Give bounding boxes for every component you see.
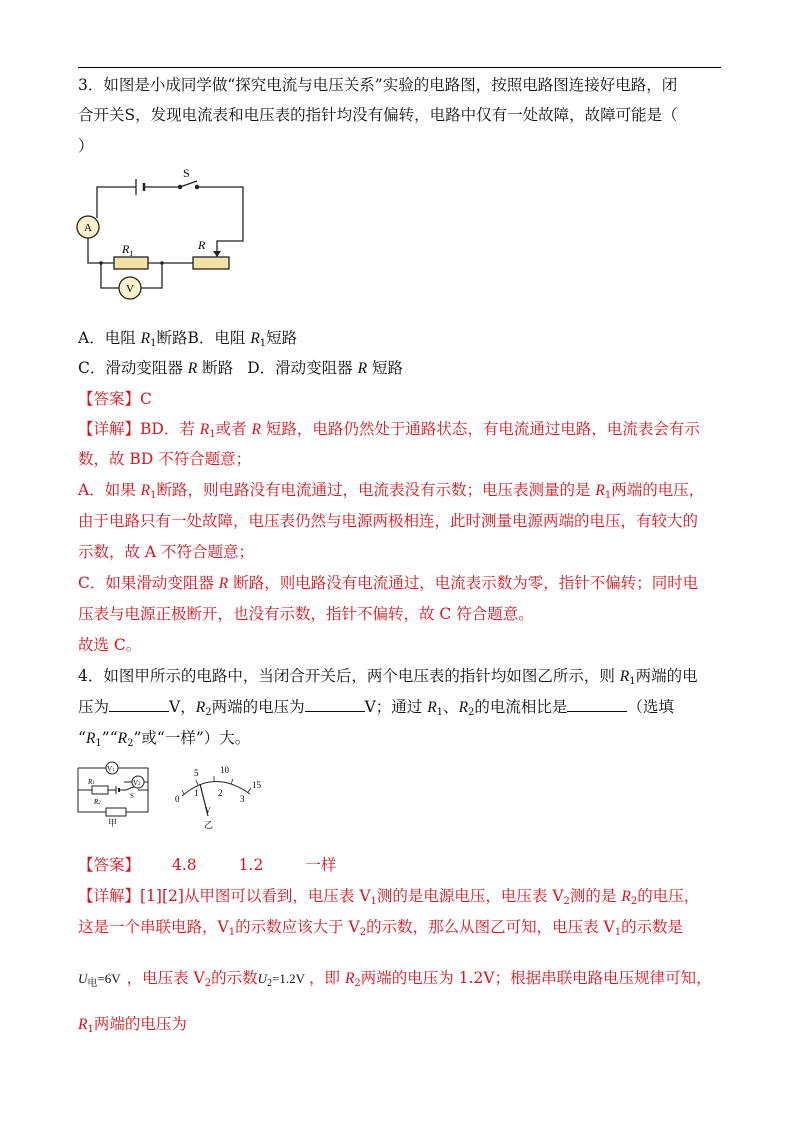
yi-bottom-tick-1: 1 (194, 788, 199, 798)
q4-detail-line4: $R_1$两端的电压为 (78, 1015, 187, 1035)
yi-unit: V (205, 806, 211, 815)
voltmeter-label: V (126, 283, 134, 295)
q4-stem-line1: 4．如图甲所示的电路中，当闭合开关后，两个电压表的指针均如图乙所示，则 $R_1$两端的电 (78, 667, 698, 687)
q3-circuit-diagram (76, 166, 256, 304)
svg-text:V1: V1 (107, 765, 115, 773)
jia-r2: R (94, 798, 99, 806)
q4-figure-jia (76, 760, 162, 828)
r1-label: R (122, 242, 130, 256)
q4-stem-line2: 压为 V，$R_2$两端的电压为 V；通过 $R_1$、$R_2$的电流相比是 （选填 (78, 698, 674, 718)
q3-stem-line1: 3．如图是小成同学做“探究电流与电压关系”实验的电路图，按照电路图连接好电路，闭 (78, 76, 678, 94)
jia-caption: 甲 (108, 818, 118, 828)
yi-top-tick-1: 10 (220, 765, 229, 775)
yi-top-tick-2: 15 (252, 780, 261, 790)
q3-detail-line5: 示数，故 A 不符合题意； (78, 543, 255, 561)
answer-blank-3[interactable] (567, 697, 627, 712)
svg-text:V2: V2 (133, 779, 141, 787)
yi-bottom-tick-3: 3 (240, 794, 245, 804)
resistor-r1 (114, 257, 148, 269)
yi-bottom-tick-0: 0 (175, 794, 180, 804)
svg-text:R1 (121, 242, 133, 258)
header-rule (78, 67, 721, 68)
q3-stem-line2: 合开关S，发现电流表和电压表的指针均没有偏转，电路中仅有一处故障，故障可能是（ (78, 106, 678, 124)
answer-blank-1[interactable] (109, 697, 169, 712)
rheostat-label: R (198, 238, 206, 252)
q3-answer: 【答案】C (78, 390, 152, 408)
q4-stem-line3: “$R_1”“R_2$”或“一样”）大。 (78, 729, 251, 749)
q3-detail-line8: 故选 C。 (78, 636, 142, 654)
r1-sub: 1 (129, 249, 134, 258)
switch-blade (180, 181, 197, 187)
q3-options-ab (78, 328, 297, 349)
jia-switch: S (130, 792, 134, 800)
jia-v1: V (107, 765, 113, 773)
yi-top-tick-0: 5 (194, 768, 199, 778)
jia-r1: R (88, 778, 93, 786)
yi-caption: 乙 (204, 820, 214, 830)
formula-u-source: $U_电=6V$ (78, 971, 121, 989)
q3-detail-line4: 由于电路只有一处故障，电压表仍然与电源两极相连，此时测量电源两端的电压，有较大的 (78, 512, 699, 530)
q3-detail-line1: 【详解】BD．若 $R_1$或者 R 短路，电路仍然处于通路状态，有电流通过电路，电流表会有示 (78, 420, 700, 440)
answer-blank-2[interactable] (305, 697, 365, 712)
q3-detail-line3: A．如果 $R_1$断路，则电路没有电流通过，电流表没有示数；电压表测量的是 $R_1$两端的电压， (78, 481, 705, 501)
rheostat-slider-arrow (213, 251, 221, 257)
q3-options-cd (78, 358, 403, 379)
answer-value-2: 1.2 (238, 856, 264, 874)
svg-text:R1: R1 (88, 778, 95, 786)
jia-v2: V (133, 779, 139, 787)
q3-detail-line2: 数，故 BD 不符合题意； (78, 450, 252, 468)
option-d: D．滑动变阻器 R 短路 (247, 359, 403, 377)
q3-detail-line7: 压表与电源正极断开，也没有示数，指针不偏转，故 C 符合题意。 (78, 605, 534, 623)
q4-answer: 【答案】 4.8 1.2 一样 (78, 856, 337, 874)
q4-detail-line3: $U_电=6V$ ，电压表 $V_2$的示数$U_2=1.2V$ ，即 $R_2$两端的电压为 1.2V；根据串联电路电压规律可知， (78, 969, 712, 989)
option-a: A．电阻 $R_1$断路 (78, 329, 188, 349)
q3-stem-line3: ） (78, 137, 94, 155)
q4-figure-yi (170, 758, 270, 830)
q4-detail-line2: 这是一个串联电路，$V_1$的示数应该大于 $V_2$的示数，那么从图乙可知，电压表 $V_1$的示数是 (78, 918, 684, 938)
q4-detail-line1: 【详解】[1][2]从甲图可以看到，电压表 $V_1$测的是电源电压，电压表 $V_2$测的是 $R_2$的电压， (78, 887, 700, 907)
yi-bottom-tick-2: 2 (218, 788, 223, 798)
rheostat-r (193, 257, 229, 269)
switch-label: S (183, 166, 190, 180)
svg-text:R2: R2 (94, 798, 101, 806)
option-c: C．滑动变阻器 R 断路 (78, 359, 234, 377)
answer-value-1: 4.8 (172, 856, 197, 874)
formula-u2: $U_2=1.2V$ (257, 971, 306, 989)
wire (97, 187, 136, 218)
ammeter-label: A (84, 222, 92, 234)
option-b: B．电阻 $R_1$短路 (187, 329, 298, 349)
answer-value-3: 一样 (305, 856, 337, 874)
q3-detail-line6: C．如果滑动变阻器 R 断路，则电路没有电流通过，电流表示数为零，指针不偏转；同时电 (78, 574, 699, 592)
